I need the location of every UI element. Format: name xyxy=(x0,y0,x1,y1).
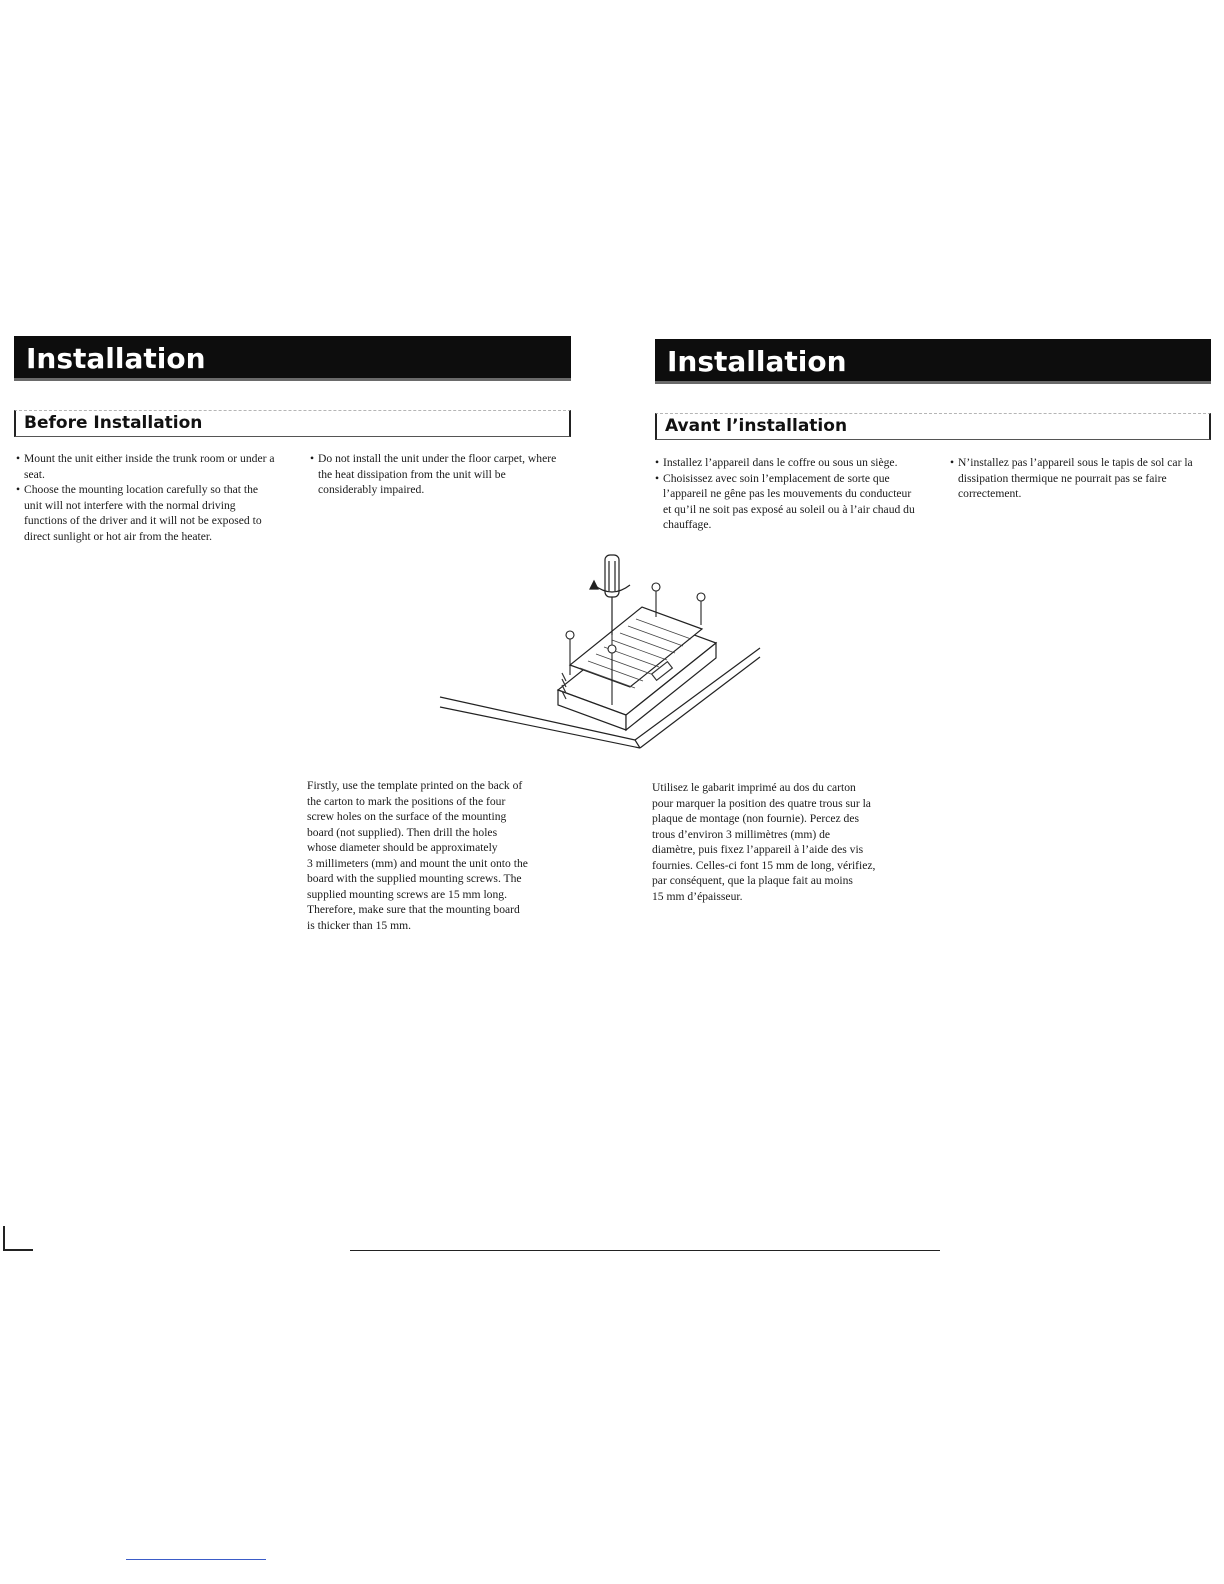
installation-illustration xyxy=(430,545,770,755)
left-bullet-b-1: • Do not install the unit under the floor carpet, where the heat dissipation from the unit will be considerably impaired. xyxy=(310,451,565,498)
left-bullet-a-2: • Choose the mounting location carefully so that the unit will not interfere with the normal driving functions of the driver and it will not be exposed to direct sunlight or hot air from the heater. xyxy=(16,482,278,544)
left-bullets-col1 xyxy=(16,451,278,544)
right-bullet-a-1: • Installez l’appareil dans le coffre ou sous un siège. xyxy=(655,455,917,471)
left-banner-title: Installation xyxy=(14,336,571,381)
right-bullet-list-2 xyxy=(950,455,1212,502)
left-instructions: Firstly, use the template printed on the back of the carton to mark the positions of the four screw holes on the surface of the mounting board (not supplied). Then drill the holes whose diameter should be approximately 3 millimeters (mm) and mount the unit onto the board with the supplied mounting screws. The supplied mounting screws are 15 mm long. Therefore, make sure that the mounting board is thicker than 15 mm. xyxy=(307,779,528,932)
crop-mark-horizontal xyxy=(3,1249,33,1251)
left-bullets-col2 xyxy=(310,451,565,498)
right-bullets-col2 xyxy=(950,455,1212,502)
right-section-header xyxy=(655,413,1211,440)
bottom-rule xyxy=(126,1559,266,1560)
left-bullet-list-1 xyxy=(16,451,278,544)
right-bullet-b-1: • N’installez pas l’appareil sous le tapis de sol car la dissipation thermique ne pourrait pas se faire correctement. xyxy=(950,455,1212,502)
right-section-title: Avant l’installation xyxy=(665,416,861,436)
amplifier-unit-icon xyxy=(558,607,716,730)
left-section-title: Before Installation xyxy=(24,413,216,433)
crop-mark-vertical xyxy=(3,1226,5,1250)
right-bullets-col1 xyxy=(655,455,917,533)
left-bullet-a-1: • Mount the unit either inside the trunk room or under a seat. xyxy=(16,451,278,482)
right-banner-title: Installation xyxy=(655,339,1211,384)
footer-rule xyxy=(350,1250,940,1251)
left-bullet-list-2 xyxy=(310,451,565,498)
right-bullet-a-2: • Choisissez avec soin l’emplacement de sorte que l’appareil ne gêne pas les mouvements du conducteur et qu’il ne soit pas exposé au soleil ou à l’air chaud du chauffage. xyxy=(655,471,917,533)
left-section-header xyxy=(14,410,571,437)
right-instructions: Utilisez le gabarit imprimé au dos du carton pour marquer la position des quatre trous sur la plaque de montage (non fournie). Percez des trous d’environ 3 millimètres (mm) de diamètre, puis fixez l’appareil à l’aide des vis fournies. Celles-ci font 15 mm de long, vérifiez, par conséquent, que la plaque fait au moins 15 mm d’épaisseur. xyxy=(652,781,876,903)
right-bullet-list-1 xyxy=(655,455,917,533)
